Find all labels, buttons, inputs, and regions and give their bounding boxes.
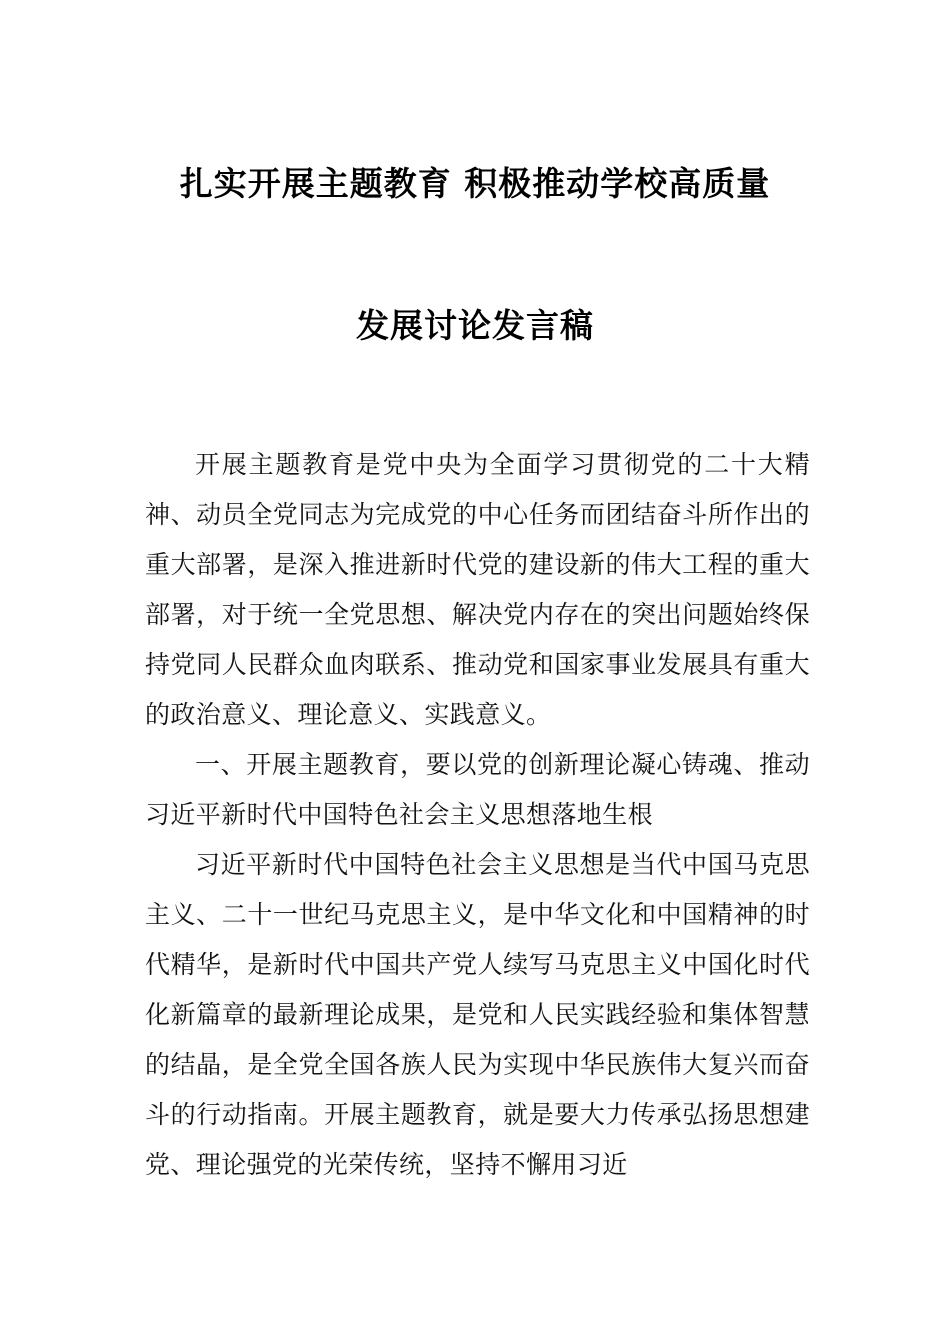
document-title-line-2: 发展讨论发言稿 (356, 306, 594, 345)
paragraph-section-heading-1: 一、开展主题教育，要以党的创新理论凝心铸魂、推动习近平新时代中国特色社会主义思想落地生根 (145, 750, 810, 829)
paragraph-section-1-body: 习近平新时代中国特色社会主义思想是当代中国马克思主义、二十一世纪马克思主义，是中华文化和中国精神的时代精华，是新时代中国共产党人续写马克思主义中国化时代化新篇章的最新理论成果，是党和人民实践经验和集体智慧的结晶，是全党全国各族人民为实现中华民族伟大复兴而奋斗的行动指南。开展主题教育，就是要大力传承弘扬思想建党、理论强党的光荣传统，坚持不懈用习近 (145, 850, 810, 1179)
document-body (145, 440, 810, 1190)
paragraph-intro: 开展主题教育是党中央为全面学习贯彻党的二十大精神、动员全党同志为完成党的中心任务而团结奋斗所作出的重大部署，是深入推进新时代党的建设新的伟大工程的重大部署，对于统一全党思想、解决党内存在的突出问题始终保持党同人民群众血肉联系、推动党和国家事业发展具有重大的政治意义、理论意义、实践意义。 (145, 450, 810, 729)
document-title-line-1: 扎实开展主题教育 积极推动学校高质量 (179, 164, 771, 203)
